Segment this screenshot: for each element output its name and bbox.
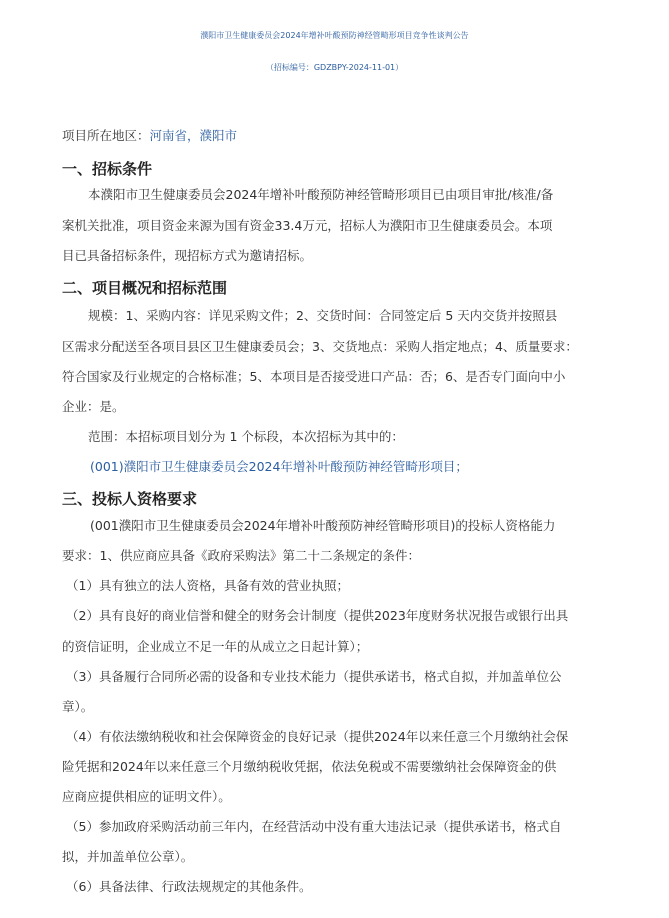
section-heading-bidder-qualifications: 三、投标人资格要求 — [62, 490, 198, 508]
paragraph-line: 企业：是。 — [62, 399, 125, 414]
requirement-item-continued: 险凭据和2024年以来任意三个月缴纳税收凭据，依法免税或不需要缴纳社会保障资金的供 — [62, 759, 557, 774]
requirement-item-continued: 应商应提供相应的证明文件）。 — [62, 789, 231, 804]
requirement-item: （3）具备履行合同所必需的设备和专业技术能力（提供承诺书，格式自拟，并加盖单位公 — [66, 669, 562, 684]
paragraph-line: 规模：1、采购内容：详见采购文件；2、交货时间：合同签定后 5 天内交货并按照县 — [88, 308, 558, 323]
requirement-item-continued: 章）。 — [62, 699, 94, 714]
paragraph-line: (001濮阳市卫生健康委员会2024年增补叶酸预防神经管畸形项目)的投标人资格能力 — [90, 518, 556, 533]
requirement-item-continued: 的资信证明，企业成立不足一年的从成立之日起计算）； — [62, 639, 369, 654]
section-heading-tender-conditions: 一、招标条件 — [62, 160, 153, 178]
paragraph-line: 目已具备招标条件，现招标方式为邀请招标。 — [62, 248, 313, 263]
paragraph-line: 范围：本招标项目划分为 1 个标段，本次招标为其中的： — [88, 429, 404, 444]
requirement-item: （2）具有良好的商业信誉和健全的财务会计制度（提供2023年度财务状况报告或银行出具 — [66, 608, 569, 623]
requirement-item: （1）具有独立的法人资格，具备有效的营业执照； — [66, 578, 349, 593]
requirement-item: （5）参加政府采购活动前三年内，在经营活动中没有重大违法记录（提供承诺书，格式自 — [66, 819, 562, 834]
lot-item: (001)濮阳市卫生健康委员会2024年增补叶酸预防神经管畸形项目； — [90, 459, 468, 474]
region-value: 河南省，濮阳市 — [149, 128, 238, 143]
paragraph-line: 案机关批准，项目资金来源为国有资金33.4万元，招标人为濮阳市卫生健康委员会。本项 — [62, 218, 553, 233]
paragraph-line: 要求：1、供应商应具备《政府采购法》第二十二条规定的条件： — [62, 548, 420, 563]
requirement-item: （4）有依法缴纳税收和社会保障资金的良好记录（提供2024年以来任意三个月缴纳社会保 — [66, 729, 569, 744]
project-region — [62, 128, 631, 144]
paragraph-line: 符合国家及行业规定的合格标准；5、本项目是否接受进口产品：否；6、是否专门面向中小 — [62, 369, 566, 384]
page-title: 濮阳市卫生健康委员会2024年增补叶酸预防神经管畸形项目竞争性谈判公告 — [200, 31, 469, 40]
paragraph-line: 本濮阳市卫生健康委员会2024年增补叶酸预防神经管畸形项目已由项目审批/核准/备 — [88, 187, 554, 202]
tender-code: （招标编号：GDZBPY-2024-11-01） — [265, 63, 404, 72]
region-label: 项目所在地区： — [62, 128, 150, 143]
requirement-item-continued: 拟，并加盖单位公章）。 — [62, 849, 194, 864]
paragraph-line: 区需求分配送至各项目县区卫生健康委员会；3、交货地点：采购人指定地点；4、质量要求： — [62, 339, 578, 354]
requirement-item: （6）具备法律、行政法规规定的其他条件。 — [66, 879, 312, 894]
section-heading-project-overview: 二、项目概况和招标范围 — [62, 279, 228, 297]
